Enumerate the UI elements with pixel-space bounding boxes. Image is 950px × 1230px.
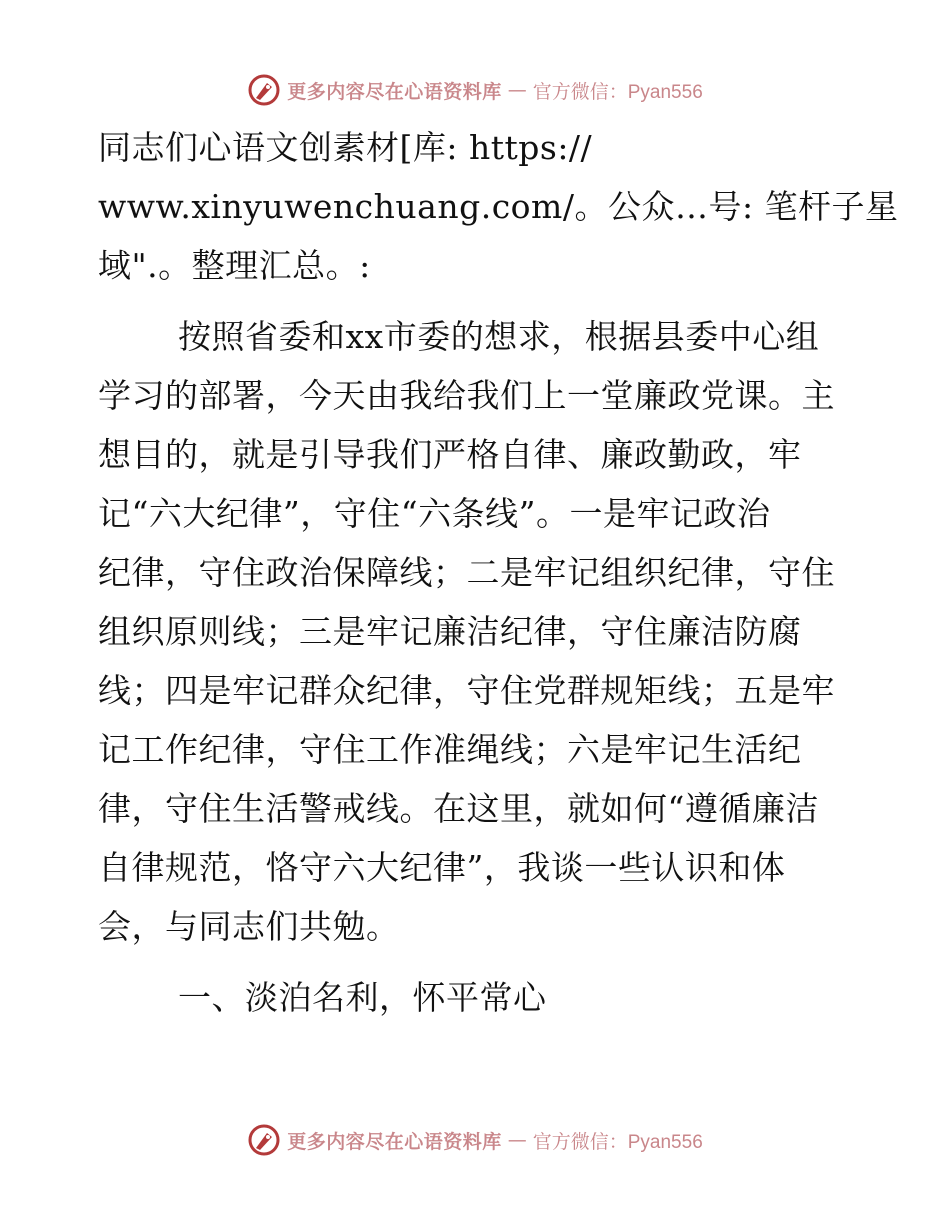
watermark-separator: — <box>507 1129 527 1151</box>
watermark-footer <box>0 1120 950 1160</box>
paragraph-line: 想目的，就是引导我们严格自律、廉政勤政，牢 <box>98 435 802 474</box>
paragraph-line: 按照省委和xx市委的想求，根据县委中心组 <box>178 317 820 356</box>
intro-line: www.xinyuwenchuang.com/。公众…号: 笔杆子星 <box>98 187 899 226</box>
paragraph-line: 学习的部署，今天由我给我们上一堂廉政党课。主 <box>98 376 835 415</box>
watermark-contact: 官方微信：Pyan556 <box>532 81 703 103</box>
paragraph-line: 纪律，守住政治保障线；二是牢记组织纪律，守住 <box>98 553 835 592</box>
paragraph-line: 组织原则线；三是牢记廉洁纪律，守住廉洁防腐 <box>98 612 802 651</box>
paragraph-line: 记工作纪律，守住工作准绳线；六是牢记生活纪 <box>98 730 802 769</box>
intro-line: 同志们心语文创素材[库: https:// <box>98 128 593 167</box>
paragraph-line: 律，守住生活警戒线。在这里，就如何“遵循廉洁 <box>98 789 819 828</box>
intro-line: 域".。整理汇总。: <box>98 246 371 285</box>
watermark-separator: — <box>507 79 527 101</box>
pen-nib-logo-icon <box>247 73 281 107</box>
paragraph-line: 线；四是牢记群众纪律，守住党群规矩线；五是牢 <box>98 671 835 710</box>
section-heading: 一、淡泊名利，怀平常心 <box>178 978 547 1017</box>
watermark-brand: 更多内容尽在心语资料库 <box>287 1130 502 1153</box>
pen-nib-logo-icon <box>247 1123 281 1157</box>
document-body <box>98 118 899 1027</box>
paragraph-line: 会，与同志们共勉。 <box>98 907 400 946</box>
watermark-contact: 官方微信：Pyan556 <box>532 1131 703 1153</box>
paragraph-line: 记“六大纪律”，守住“六条线”。一是牢记政治 <box>98 494 771 533</box>
watermark-header <box>0 70 950 110</box>
paragraph-line: 自律规范，恪守六大纪律”，我谈一些认识和体 <box>98 848 786 887</box>
watermark-brand: 更多内容尽在心语资料库 <box>287 80 502 103</box>
